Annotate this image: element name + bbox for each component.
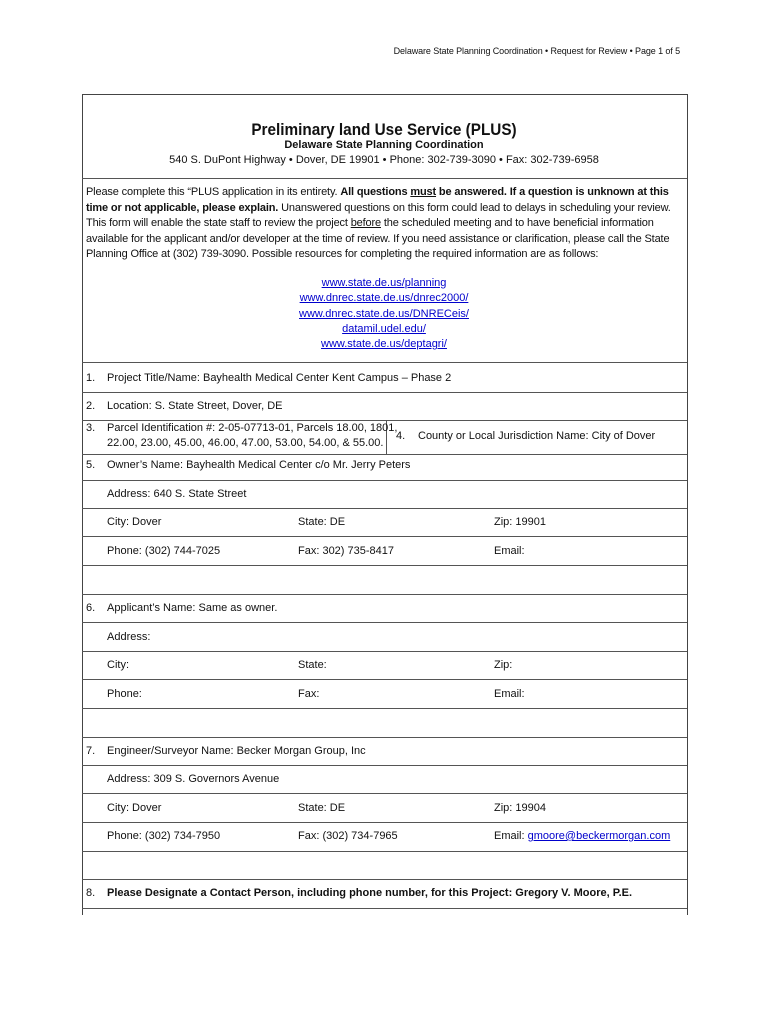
- applicant-name-field[interactable]: Applicant’s Name: Same as owner.: [107, 602, 278, 614]
- applicant-city-field[interactable]: City:: [107, 659, 129, 671]
- applicant-email-field[interactable]: Email:: [494, 688, 525, 700]
- q6-number: 6.: [86, 602, 96, 614]
- q7-number: 7.: [86, 745, 96, 757]
- instructions-paragraph: Please complete this “PLUS application in its entirety. All questions must be answered. If a question is unknown at this time or not applicable, please explain. Unanswered questions on this form could lead to delays in scheduling your review. This form will enable the state staff to review the project before the scheduled meeting and to have beneficial information available for the applicant and/or developer at the time of review. If you need assistance or clarification, please call the State Planning Office at (302) 739-3090. Possible resources for completing the required information are as follows:: [86, 186, 671, 260]
- owner-fax-field[interactable]: Fax: 302) 735-8417: [298, 545, 395, 557]
- link-dnrec2000[interactable]: www.dnrec.state.de.us/dnrec2000/: [299, 292, 469, 305]
- resource-links: [82, 276, 686, 352]
- engineer-email-field[interactable]: Email: gmoore@beckermorgan.com: [494, 830, 671, 842]
- applicant-zip-field[interactable]: Zip:: [494, 659, 513, 671]
- engineer-zip-field[interactable]: Zip: 19904: [494, 802, 546, 814]
- applicant-fax-field[interactable]: Fax:: [298, 688, 320, 700]
- q3-number: 3.: [86, 422, 96, 434]
- owner-name-field[interactable]: Owner’s Name: Bayhealth Medical Center c/o Mr. Jerry Peters: [107, 459, 411, 471]
- link-planning[interactable]: www.state.de.us/planning: [321, 277, 447, 289]
- engineer-email-link[interactable]: gmoore@beckermorgan.com: [527, 830, 671, 842]
- owner-email-field[interactable]: Email:: [494, 545, 525, 557]
- engineer-city-field[interactable]: City: Dover: [107, 802, 162, 814]
- jurisdiction-field[interactable]: County or Local Jurisdiction Name: City of Dover: [418, 430, 656, 442]
- page-subtitle: Delaware State Planning Coordination: [284, 139, 484, 151]
- page-title: Preliminary land Use Service (PLUS): [251, 120, 517, 139]
- divider: [82, 178, 687, 179]
- engineer-state-field[interactable]: State: DE: [298, 802, 346, 814]
- engineer-name-field[interactable]: Engineer/Surveyor Name: Becker Morgan Group, Inc: [107, 745, 366, 757]
- engineer-fax-field[interactable]: Fax: (302) 734-7965: [298, 830, 398, 842]
- location-field[interactable]: Location: S. State Street, Dover, DE: [107, 400, 283, 412]
- q1-number: 1.: [86, 372, 96, 384]
- q5-number: 5.: [86, 459, 96, 471]
- link-deptagri[interactable]: www.state.de.us/deptagri/: [321, 338, 447, 351]
- project-title-field[interactable]: Project Title/Name: Bayhealth Medical Center Kent Campus – Phase 2: [107, 372, 452, 384]
- parcel-id-field-line2[interactable]: 22.00, 23.00, 45.00, 46.00, 47.00, 53.00, 54.00, & 55.00.: [107, 437, 384, 449]
- running-head: Delaware State Planning Coordination • Request for Review • Page 1 of 5: [393, 46, 680, 56]
- contact-person-field[interactable]: Please Designate a Contact Person, including phone number, for this Project: Gregory V. Moore, P.E.: [107, 887, 633, 899]
- applicant-state-field[interactable]: State:: [298, 659, 327, 671]
- owner-state-field[interactable]: State: DE: [298, 516, 346, 528]
- owner-city-field[interactable]: City: Dover: [107, 516, 162, 528]
- engineer-address-field[interactable]: Address: 309 S. Governors Avenue: [107, 773, 280, 785]
- parcel-id-field-line1[interactable]: Parcel Identification #: 2-05-07713-01, Parcels 18.00, 1801,: [107, 422, 398, 434]
- owner-phone-field[interactable]: Phone: (302) 744-7025: [107, 545, 221, 557]
- q4-number: 4.: [396, 430, 406, 442]
- engineer-phone-field[interactable]: Phone: (302) 734-7950: [107, 830, 221, 842]
- applicant-address-field[interactable]: Address:: [107, 631, 151, 643]
- applicant-phone-field[interactable]: Phone:: [107, 688, 142, 700]
- link-datamil[interactable]: datamil.udel.edu/: [342, 322, 426, 335]
- office-address: 540 S. DuPont Highway • Dover, DE 19901 • Phone: 302-739-3090 • Fax: 302-739-6958: [169, 154, 599, 166]
- q8-number: 8.: [86, 887, 96, 899]
- q2-number: 2.: [86, 400, 96, 412]
- owner-address-field[interactable]: Address: 640 S. State Street: [107, 488, 247, 500]
- owner-zip-field[interactable]: Zip: 19901: [494, 516, 546, 528]
- link-dnreceis[interactable]: www.dnrec.state.de.us/DNRECeis/: [299, 307, 469, 320]
